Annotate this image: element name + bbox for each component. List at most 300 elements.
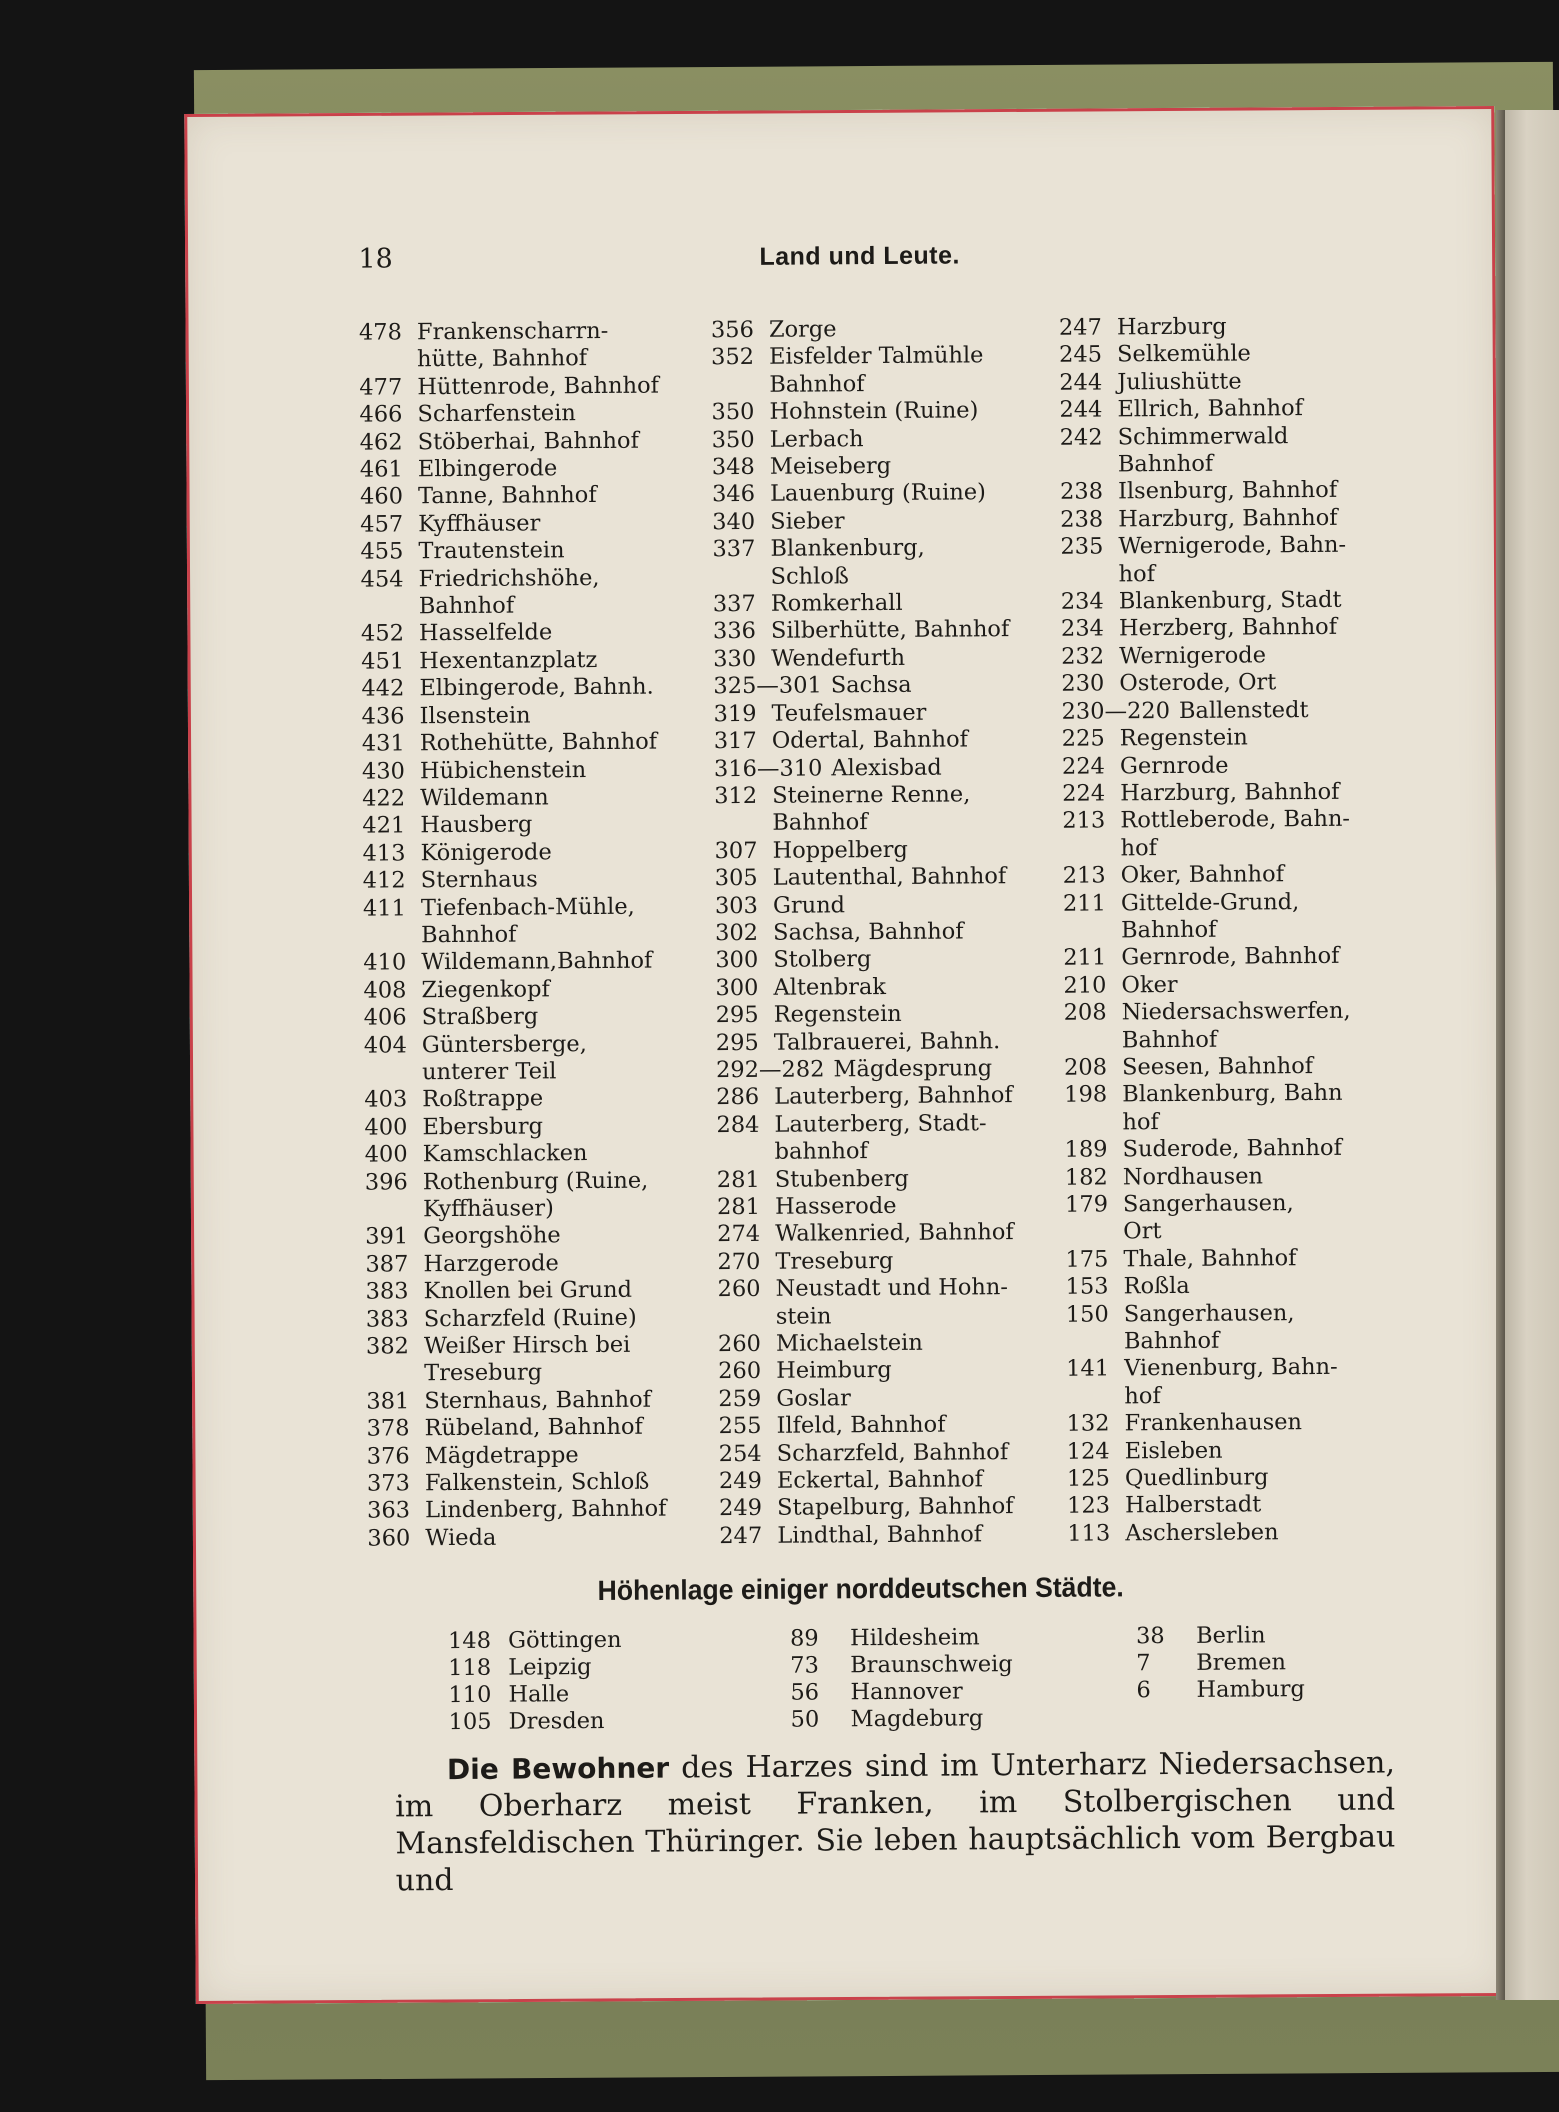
place-name: Talbrauerei, Bahnh.	[773, 1027, 1001, 1056]
elevation-value: 225	[1061, 725, 1105, 752]
elevation-entry	[1062, 778, 1412, 808]
elevation-value: 50	[790, 1706, 820, 1733]
elevation-entry	[364, 1085, 714, 1115]
elevation-value: 148	[447, 1627, 492, 1655]
place-name: Zorge	[768, 316, 837, 343]
elevation-entry	[711, 342, 1061, 399]
place-name: Stöberhai, Bahnhof	[417, 427, 639, 455]
place-name: Roßtrappe	[422, 1085, 544, 1113]
place-name: Lauterberg, Bahnhof	[774, 1082, 1013, 1111]
body-paragraph	[395, 1744, 1396, 1899]
elevation-value: 300	[715, 974, 759, 1001]
elevation-entry	[719, 1521, 1069, 1551]
place-name: Lerbach	[769, 425, 864, 453]
elevation-entry	[448, 1681, 622, 1709]
elevation-entry	[1059, 340, 1409, 370]
elevation-entry	[366, 1386, 716, 1416]
place-name: Hannover	[850, 1678, 963, 1706]
elevation-value: 348	[711, 453, 755, 481]
place-name: Kamschlacken	[422, 1140, 588, 1168]
place-name: Hausberg	[420, 811, 533, 839]
place-name: Eisleben	[1124, 1437, 1223, 1464]
elevation-value: 105	[448, 1708, 492, 1736]
place-name: Lauterberg, Stadt- bahnhof	[774, 1110, 987, 1165]
elevation-entry	[362, 756, 712, 786]
place-name: Regenstein	[773, 1001, 902, 1028]
elevation-entry	[360, 536, 710, 566]
elevation-value: 210	[1063, 972, 1107, 999]
elevation-entry	[1136, 1676, 1305, 1704]
place-name: Stubenberg	[774, 1165, 909, 1193]
elevation-entry	[711, 315, 1061, 345]
elevation-entry	[715, 890, 1065, 920]
elevation-value: 295	[715, 1029, 759, 1056]
elevation-value: 302	[715, 919, 759, 947]
place-name: Quedlinburg	[1124, 1464, 1269, 1492]
elevation-value: 466	[359, 401, 403, 428]
place-name: Eckertal, Bahnhof	[776, 1466, 984, 1494]
elevation-value: 356	[710, 316, 754, 344]
elevation-value: 391	[365, 1223, 409, 1251]
elevation-value: 274	[717, 1221, 761, 1248]
place-name: Roßla	[1123, 1273, 1190, 1300]
elevation-entry	[718, 1274, 1068, 1331]
elevation-entry	[361, 701, 711, 731]
elevation-entry	[1061, 641, 1411, 671]
elevation-entry	[367, 1441, 717, 1471]
elevation-value: 132	[1066, 1410, 1110, 1437]
elevation-value: 400	[364, 1114, 408, 1141]
place-name: Frankenhausen	[1124, 1409, 1303, 1437]
place-name: Leipzig	[508, 1654, 592, 1681]
elevation-entry	[361, 619, 711, 649]
elevation-entry	[714, 781, 1064, 838]
page-content	[354, 236, 1415, 1899]
elevation-value: 238	[1060, 506, 1104, 533]
place-name: Stolberg	[773, 946, 872, 974]
elevation-entry	[1067, 1491, 1417, 1521]
place-name: Tanne, Bahnhof	[417, 482, 597, 510]
elevation-entry	[1062, 723, 1412, 753]
place-name: Blankenburg, Stadt	[1118, 586, 1342, 615]
elevation-entry	[1067, 1463, 1417, 1493]
elevation-value: 123	[1067, 1492, 1111, 1520]
place-name: Altenbrak	[773, 973, 887, 1001]
place-name: Sangerhausen, Ort	[1122, 1190, 1294, 1245]
place-name: Ilsenstein	[419, 702, 531, 729]
elevation-value: 376	[366, 1442, 410, 1470]
elevation-entry	[1064, 997, 1414, 1054]
elevation-column-3	[1059, 312, 1418, 1548]
elevation-entry	[713, 589, 1063, 619]
elevation-entry	[449, 1708, 623, 1736]
elevation-entry	[715, 972, 1065, 1002]
elevation-value: 260	[717, 1276, 761, 1303]
place-name: Sachsa	[830, 672, 912, 699]
elevation-entry	[716, 1110, 1066, 1167]
elevation-value: 319	[713, 700, 757, 727]
elevation-value: 305	[714, 865, 758, 892]
elevation-value: 110	[448, 1681, 492, 1709]
elevation-value: 454	[360, 566, 404, 593]
elevation-entry	[790, 1624, 1013, 1653]
place-name: Romkerhall	[770, 589, 903, 617]
elevation-value: 404	[363, 1031, 407, 1059]
elevation-entry	[716, 1082, 1066, 1112]
place-name: Stapelburg, Bahnhof	[777, 1493, 1014, 1522]
elevation-value: 400	[364, 1141, 408, 1168]
elevation-value: 460	[359, 483, 404, 511]
elevation-entry	[367, 1468, 717, 1498]
place-name: Wieda	[425, 1524, 497, 1552]
elevation-value: 408	[363, 977, 407, 1004]
elevation-entry	[717, 1247, 1067, 1277]
elevation-entry	[1063, 970, 1413, 1000]
place-name: Falkenstein, Schloß	[424, 1468, 650, 1497]
elevation-value: 292—282	[715, 1056, 825, 1084]
place-name: Halberstadt	[1125, 1491, 1262, 1519]
place-name: Elbingerode, Bahnh.	[419, 673, 654, 702]
elevation-value: 406	[363, 1004, 407, 1031]
elevation-entry	[364, 1002, 714, 1032]
place-name: Sachsa, Bahnhof	[773, 918, 964, 946]
place-name: Niedersachswerfen, Bahnhof	[1121, 997, 1351, 1053]
place-name: Hamburg	[1196, 1676, 1305, 1703]
place-name: Königerode	[420, 839, 552, 866]
elevation-value: 452	[360, 620, 405, 648]
elevation-entry	[1065, 1272, 1415, 1302]
place-name: Harzburg, Bahnhof	[1120, 778, 1340, 807]
place-name: Friedrichshöhe, Bahnhof	[418, 564, 600, 620]
elevation-entry	[362, 838, 712, 868]
elevation-entry	[1065, 1134, 1415, 1164]
elevation-entry	[713, 644, 1063, 674]
place-name: Regenstein	[1119, 724, 1248, 752]
elevation-value: 412	[362, 867, 406, 894]
elevation-value: 312	[714, 782, 758, 810]
elevation-value: 232	[1061, 643, 1105, 670]
elevation-entry	[791, 1705, 1014, 1734]
elevation-entry	[1065, 1244, 1415, 1274]
elevation-value: 346	[711, 481, 756, 508]
place-name: Sternhaus	[420, 866, 538, 894]
elevation-value: 56	[790, 1679, 820, 1706]
elevation-value: 189	[1064, 1136, 1108, 1163]
elevation-value: 153	[1065, 1273, 1109, 1300]
place-name: Frankenscharrn- hütte, Bahnhof	[416, 317, 609, 373]
place-name: Wernigerode, Bahn- hof	[1118, 532, 1347, 588]
place-name: Walkenried, Bahnhof	[775, 1219, 1014, 1248]
elevation-value: 249	[719, 1495, 763, 1522]
elevation-entry	[361, 646, 711, 676]
elevation-value: 477	[359, 374, 403, 401]
elevation-value: 383	[365, 1305, 409, 1333]
elevation-value: 150	[1065, 1301, 1109, 1328]
elevation-value: 245	[1058, 341, 1103, 369]
place-name: Ilsenburg, Bahnhof	[1117, 477, 1338, 505]
elevation-entry	[362, 728, 712, 758]
elevation-entry	[1061, 586, 1411, 616]
elevation-value: 208	[1063, 999, 1107, 1026]
elevation-entry	[1062, 751, 1412, 781]
place-name: Sternhaus, Bahnhof	[424, 1386, 652, 1415]
cities-column-2	[790, 1624, 1013, 1734]
elevation-value: 295	[715, 1002, 759, 1029]
elevation-entry	[715, 945, 1065, 975]
elevation-entry	[1067, 1518, 1417, 1548]
elevation-entry	[364, 1030, 714, 1087]
paragraph-text: des Harzes sind im Unterharz Niedersachsen, im Oberharz meist Franken, im Stolbergischen und Mansfeldischen Thüringer. Sie leben hauptsächlich vom Bergbau und	[395, 1745, 1396, 1899]
elevation-value: 403	[364, 1086, 408, 1114]
place-name: Wendefurth	[771, 644, 906, 672]
place-name: Odertal, Bahnhof	[771, 726, 969, 754]
place-name: Dresden	[508, 1707, 605, 1735]
place-name: Rottleberode, Bahn- hof	[1120, 806, 1351, 862]
elevation-value: 307	[714, 837, 758, 864]
elevation-entry	[1059, 395, 1409, 425]
place-name: Lindenberg, Bahnhof	[425, 1496, 667, 1524]
elevation-entry	[1060, 422, 1410, 479]
section-title: Höhenlage einiger norddeutschen Städte.	[597, 1571, 1124, 1607]
elevation-entry	[366, 1304, 716, 1334]
elevation-value: 7	[1136, 1650, 1151, 1677]
place-name: Hasserode	[774, 1192, 897, 1220]
elevation-value: 387	[365, 1251, 409, 1278]
place-name: Rothenburg (Ruine, Kyffhäuser)	[422, 1167, 649, 1223]
place-name: Gittelde-Grund, Bahnhof	[1120, 888, 1300, 944]
place-name: Ebersburg	[422, 1113, 544, 1141]
elevation-entry	[362, 811, 712, 841]
elevation-value: 396	[364, 1168, 408, 1196]
place-name: Elbingerode	[417, 455, 558, 483]
elevation-entry	[718, 1384, 1068, 1414]
place-name: Hüttenrode, Bahnhof	[417, 372, 660, 401]
elevation-value: 413	[362, 840, 406, 867]
elevation-column-2	[711, 315, 1070, 1551]
place-name: Lautenthal, Bahnhof	[772, 863, 1007, 891]
elevation-value: 383	[365, 1278, 409, 1305]
place-name: Wernigerode	[1119, 642, 1267, 670]
elevation-value: 242	[1059, 424, 1103, 451]
place-name: Sangerhausen, Bahnhof	[1123, 1299, 1295, 1355]
elevation-value: 211	[1063, 944, 1107, 972]
elevation-entry	[719, 1466, 1069, 1496]
place-name: Bremen	[1196, 1649, 1287, 1676]
elevation-value: 381	[366, 1388, 410, 1415]
place-name: Göttingen	[507, 1626, 622, 1654]
elevation-entry	[1063, 860, 1413, 890]
place-name: Herzberg, Bahnhof	[1118, 614, 1338, 642]
place-name: Thale, Bahnhof	[1123, 1244, 1297, 1273]
running-title: Land und Leute.	[759, 241, 961, 271]
place-name: Heimburg	[776, 1357, 892, 1385]
place-name: Vienenburg, Bahn- hof	[1124, 1354, 1338, 1410]
elevation-entry	[717, 1219, 1067, 1249]
place-name: Nordhausen	[1122, 1162, 1264, 1190]
elevation-entry	[1067, 1436, 1417, 1466]
place-name: Harzburg, Bahnhof	[1118, 504, 1338, 533]
elevation-value: 260	[718, 1358, 762, 1385]
elevation-value: 451	[361, 648, 405, 675]
elevation-entry	[790, 1678, 1013, 1707]
elevation-value: 270	[717, 1248, 761, 1275]
elevation-entry	[363, 975, 713, 1005]
place-name: Scharfenstein	[417, 400, 576, 428]
elevation-value: 182	[1064, 1164, 1108, 1191]
place-name: Oker, Bahnhof	[1120, 861, 1285, 889]
elevation-value: 330	[713, 645, 757, 673]
place-name: Braunschweig	[850, 1651, 1013, 1679]
place-name: Tiefenbach-Mühle, Bahnhof	[420, 893, 635, 949]
place-name: Gernrode	[1119, 752, 1229, 779]
elevation-entry	[361, 564, 711, 621]
elevation-entry	[362, 783, 712, 813]
cities-column-3	[1136, 1622, 1305, 1704]
elevation-value: 124	[1066, 1438, 1110, 1465]
elevation-entry	[365, 1222, 715, 1252]
elevation-entry	[363, 893, 713, 950]
elevation-entry	[718, 1411, 1068, 1441]
place-name: Trautenstein	[418, 537, 565, 565]
elevation-entry	[448, 1654, 622, 1682]
elevation-value: 325—301	[713, 672, 822, 700]
elevation-entry	[1136, 1622, 1305, 1650]
place-name: Knollen bei Grund	[423, 1276, 633, 1305]
elevation-entry	[1066, 1299, 1416, 1356]
elevation-entry	[360, 509, 710, 539]
elevation-entry	[363, 865, 713, 895]
elevation-value: 337	[712, 536, 756, 563]
elevation-value: 118	[448, 1654, 492, 1682]
elevation-entry	[714, 753, 1064, 783]
place-name: Berlin	[1195, 1622, 1266, 1649]
elevation-entry	[714, 835, 1064, 865]
elevation-entry	[711, 397, 1061, 427]
place-name: Neustadt und Hohn- stein	[775, 1274, 1009, 1330]
elevation-value: 300	[715, 947, 759, 974]
elevation-value: 125	[1066, 1465, 1110, 1492]
place-name: Weißer Hirsch bei Treseburg	[423, 1331, 631, 1387]
elevation-value: 213	[1062, 807, 1106, 835]
place-name: Hildesheim	[849, 1624, 980, 1652]
elevation-entry	[712, 424, 1062, 454]
elevation-entry	[359, 317, 709, 374]
elevation-entry	[716, 1027, 1066, 1057]
elevation-entry	[1060, 532, 1410, 589]
page-number: 18	[358, 243, 393, 275]
elevation-value: 235	[1060, 533, 1104, 561]
elevation-entry	[712, 452, 1062, 482]
elevation-value: 363	[367, 1497, 411, 1525]
elevation-entry	[715, 863, 1065, 893]
elevation-value: 89	[789, 1625, 819, 1652]
place-name: Michaelstein	[775, 1329, 923, 1357]
place-name: Seesen, Bahnhof	[1121, 1052, 1314, 1081]
elevation-entry	[790, 1651, 1013, 1680]
place-name: Hübichenstein	[419, 756, 587, 784]
elevation-value: 281	[716, 1166, 760, 1193]
place-name: Mägdesprung	[833, 1055, 993, 1083]
elevation-value: 244	[1059, 369, 1103, 396]
elevation-value: 436	[361, 703, 405, 730]
place-name: Wildemann	[420, 784, 549, 812]
elevation-value: 431	[361, 730, 405, 757]
elevation-value: 340	[712, 508, 756, 536]
paragraph-lead: Die Bewohner	[446, 1751, 670, 1787]
place-name: Aschersleben	[1125, 1519, 1279, 1547]
place-name: Magdeburg	[850, 1705, 984, 1733]
elevation-entry	[717, 1192, 1067, 1222]
place-name: Straßberg	[421, 1003, 539, 1031]
elevation-entry	[719, 1438, 1069, 1468]
place-name: Ellrich, Bahnhof	[1117, 395, 1304, 423]
place-name: Blankenburg, Schloß	[770, 534, 925, 590]
place-name: Georgshöhe	[423, 1222, 561, 1250]
place-name: Meiseberg	[769, 452, 892, 480]
elevation-entry	[716, 1000, 1066, 1030]
elevation-entry	[360, 482, 710, 512]
next-page-edge	[1505, 110, 1559, 2000]
place-name: Teufelsmauer	[771, 699, 927, 727]
elevation-value: 421	[362, 812, 406, 839]
elevation-value: 422	[362, 785, 406, 812]
elevation-value: 208	[1063, 1054, 1108, 1081]
place-name: Steinerne Renne, Bahnhof	[772, 781, 971, 837]
place-name: Silberhütte, Bahnhof	[770, 616, 1010, 645]
place-name: Ilfeld, Bahnhof	[776, 1411, 946, 1440]
elevation-value: 360	[367, 1525, 411, 1552]
elevation-entry	[366, 1276, 716, 1306]
elevation-value: 247	[1058, 314, 1102, 341]
elevation-entry	[1065, 1162, 1415, 1192]
elevation-entry	[365, 1167, 715, 1224]
elevation-entry	[713, 616, 1063, 646]
place-name: Alexisbad	[831, 754, 942, 781]
elevation-entry	[1065, 1189, 1415, 1246]
elevation-entry	[1136, 1649, 1305, 1677]
elevation-entry	[718, 1329, 1068, 1359]
elevation-entry	[716, 1055, 1066, 1085]
elevation-value: 350	[711, 399, 755, 426]
elevation-value: 455	[360, 538, 404, 565]
elevation-value: 230—220	[1061, 697, 1171, 725]
place-name: Sieber	[770, 508, 845, 535]
elevation-entry	[1059, 312, 1409, 342]
elevation-entry	[1064, 1080, 1414, 1137]
elevation-value: 442	[361, 675, 405, 702]
elevation-entry	[359, 399, 709, 429]
elevation-value: 260	[717, 1330, 762, 1358]
elevation-value: 175	[1065, 1246, 1109, 1273]
place-name: Hoppelberg	[772, 836, 908, 864]
elevation-entry	[1066, 1409, 1416, 1439]
elevation-value: 259	[718, 1385, 762, 1413]
elevation-value: 234	[1060, 615, 1105, 643]
place-name: Hasselfelde	[418, 619, 553, 647]
place-name: Treseburg	[775, 1247, 894, 1275]
elevation-value: 457	[360, 511, 404, 538]
place-name: Hexentanzplatz	[419, 646, 598, 675]
elevation-entry	[713, 698, 1063, 728]
place-name: Grund	[772, 891, 846, 919]
elevation-entry	[1062, 806, 1412, 863]
elevation-value: 238	[1059, 478, 1104, 506]
elevation-entry	[365, 1249, 715, 1279]
elevation-entry	[1060, 504, 1410, 534]
page-header	[354, 236, 1404, 283]
place-name: Rübeland, Bahnhof	[424, 1413, 643, 1442]
place-name: Hohnstein (Ruine)	[769, 397, 979, 426]
